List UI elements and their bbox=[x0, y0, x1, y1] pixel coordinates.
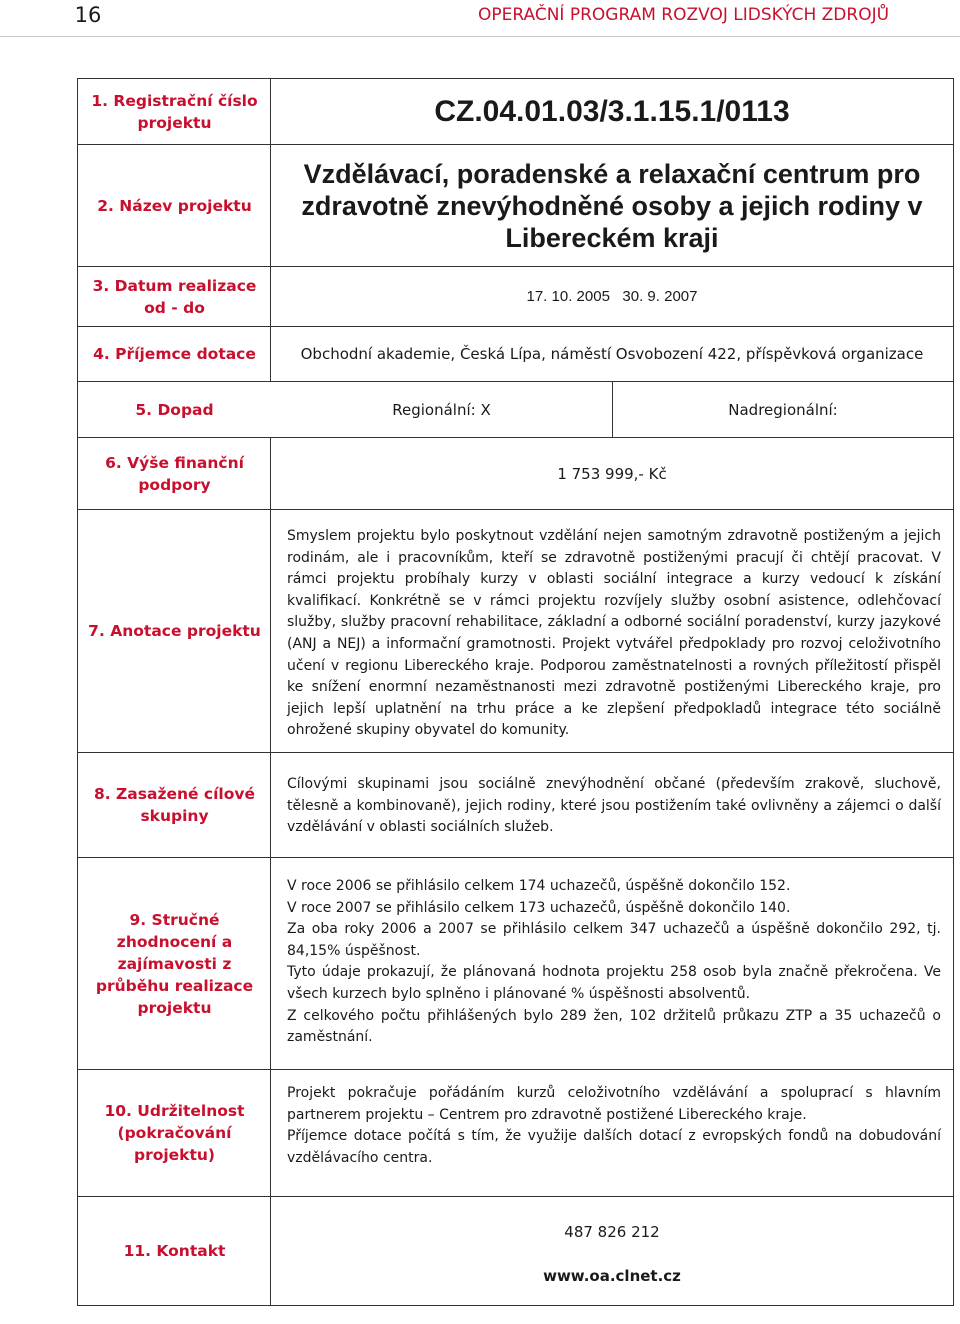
annotation-text: Smyslem projektu bylo poskytnout vzdělání nejen samotným zdravotně postiženým a jejich rodinám, ale i pracovníkům, kteří se zdravotně postiženými pracují či chtějí pracovat. V rámci projektu probíhaly kurzy v oblasti sociální integrace a kurzy vedoucí k získání kvalifikací. Konkrétně se v rámci projektu rozvíjely služby osobní asistence, odlehčovací služby, služby pracovní rehabilitace, základní a odborné sociální poradenství, kurzy jazykové (ANJ a NEJ) a informační gramotnosti. Projekt vytvářel předpoklady pro rozvoj celoživotního učení v regionu Libereckého kraje. Podporou zaměstnatelnosti a rovných příležitostí přispěl ke snížení enormní nezaměstnanosti mezi zdravotně postiženými Libereckého kraje, pro jejich lepší uplatnění na trhu práce a ke zlepšení předpokladů integrace této sociálně ohrožené skupiny obyvatel do komunity. bbox=[287, 528, 941, 739]
label-project-name: 2. Název projektu bbox=[97, 196, 252, 215]
label-impact: 5. Dopad bbox=[135, 400, 214, 419]
sustainability-line: Příjemce dotace počítá s tím, že využije dalších dotací z evropských fondů na dobudování vzdělávacího centra. bbox=[287, 1128, 941, 1166]
contact-phone: 487 826 212 bbox=[564, 1223, 660, 1241]
table-right-border bbox=[953, 78, 954, 1305]
label-realization-dates: 3. Datum realizace od - do bbox=[92, 276, 257, 317]
impact-regional: Regionální: X bbox=[392, 400, 491, 419]
label-target-groups: 8. Zasažené cílové skupiny bbox=[93, 785, 255, 825]
label-financial-support: 6. Výše finanční podpory bbox=[105, 453, 244, 494]
label-annotation: 7. Anotace projektu bbox=[88, 622, 261, 640]
evaluation-line: Za oba roky 2006 a 2007 se přihlásilo celkem 347 uchazečů a úspěšně dokončilo 292, tj. 84,15% úspěšnost. bbox=[287, 921, 941, 959]
page-number: 16 bbox=[74, 3, 102, 27]
financial-support-amount: 1 753 999,- Kč bbox=[557, 464, 667, 483]
sustainability-line: Projekt pokračuje pořádáním kurzů celoživotního vzdělávání a spoluprací s hlavním partnerem projektu – Centrem pro zdravotně postižené Libereckého kraje. bbox=[287, 1085, 941, 1123]
table-bottom-border bbox=[77, 1305, 954, 1306]
publication-title: OPERAČNÍ PROGRAM ROZVOJ LIDSKÝCH ZDROJŮ bbox=[478, 5, 890, 25]
label-sustainability: 10. Udržitelnost (pokračování projektu) bbox=[104, 1102, 245, 1164]
header-divider bbox=[0, 36, 960, 37]
project-name: Vzdělávací, poradenské a relaxační centrum pro zdravotně znevýhodněné osoby a jejich rodiny v Libereckém kraji bbox=[301, 158, 923, 253]
registration-number: CZ.04.01.03/3.1.15.1/0113 bbox=[434, 94, 790, 128]
contact-website[interactable]: www.oa.clnet.cz bbox=[543, 1267, 681, 1285]
evaluation-line: V roce 2007 se přihlásilo celkem 173 uchazečů, úspěšně dokončilo 140. bbox=[287, 899, 791, 916]
impact-supraregional: Nadregionální: bbox=[728, 400, 838, 419]
label-contact: 11. Kontakt bbox=[123, 1242, 226, 1260]
evaluation-text bbox=[287, 876, 941, 1049]
label-grant-recipient: 4. Příjemce dotace bbox=[93, 345, 256, 363]
sustainability-text bbox=[287, 1083, 941, 1169]
evaluation-line: V roce 2006 se přihlásilo celkem 174 uchazečů, úspěšně dokončilo 152. bbox=[287, 878, 791, 894]
evaluation-line: Z celkového počtu přihlášených bylo 289 žen, 102 držitelů průkazu ZTP a 35 uchazečů o zaměstnání. bbox=[287, 1007, 941, 1046]
evaluation-line: Tyto údaje prokazují, že plánovaná hodnota projektu 258 osob byla značně překročena. Ve všech kurzech bylo splněno i plánované % úspěšnosti absolventů. bbox=[287, 964, 941, 1002]
grant-recipient: Obchodní akademie, Česká Lípa, náměstí Osvobození 422, příspěvková organizace bbox=[300, 345, 924, 363]
label-registration-number: 1. Registrační číslo projektu bbox=[91, 91, 258, 132]
target-groups-text: Cílovými skupinami jsou sociálně znevýhodnění občané (především zrakově, sluchově, tělesně a kombinovaně), jejich rodiny, které jsou postižením také ovlivněny a zájemci o další vzdělávání v oblasti sociálních služeb. bbox=[287, 776, 941, 836]
realization-dates: 17. 10. 2005 30. 9. 2007 bbox=[526, 288, 698, 305]
label-evaluation: 9. Stručné zhodnocení a zajímavosti z průběhu realizace projektu bbox=[95, 910, 254, 1017]
